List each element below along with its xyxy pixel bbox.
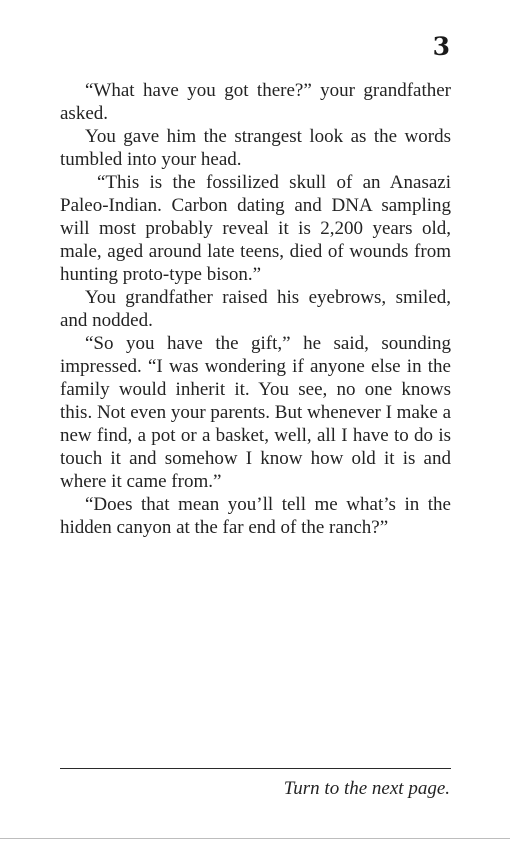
story-paragraph: “This is the fossilized skull of an Anasazi Paleo-Indian. Carbon dating and DNA sampling will most probably reveal it is 2,200 years old, male, aged around late teens, died of wounds from hunting proto-type bison.” bbox=[60, 172, 451, 285]
story-paragraph: “So you have the gift,” he said, sounding impressed. “I was wondering if anyone else in the family would inherit it. You see, no one knows this. Not even your parents. But whenever I make a new find, a pot or a basket, well, all I have to do is touch it and somehow I know how old it is and where it came from.” bbox=[60, 333, 451, 492]
story-paragraph: “What have you got there?” your grandfather asked. bbox=[60, 80, 451, 124]
story-paragraph: You gave him the strangest look as the words tumbled into your head. bbox=[60, 126, 451, 170]
next-page-instruction: Turn to the next page. bbox=[283, 778, 450, 799]
page-bottom-edge bbox=[0, 838, 510, 839]
story-paragraph: “Does that mean you’ll tell me what’s in the hidden canyon at the far end of the ranch?” bbox=[60, 494, 451, 538]
page-number: 3 bbox=[432, 32, 450, 61]
story-paragraph: You grandfather raised his eyebrows, smiled, and nodded. bbox=[60, 287, 451, 331]
story-text bbox=[60, 79, 451, 539]
footer-divider bbox=[60, 768, 451, 769]
